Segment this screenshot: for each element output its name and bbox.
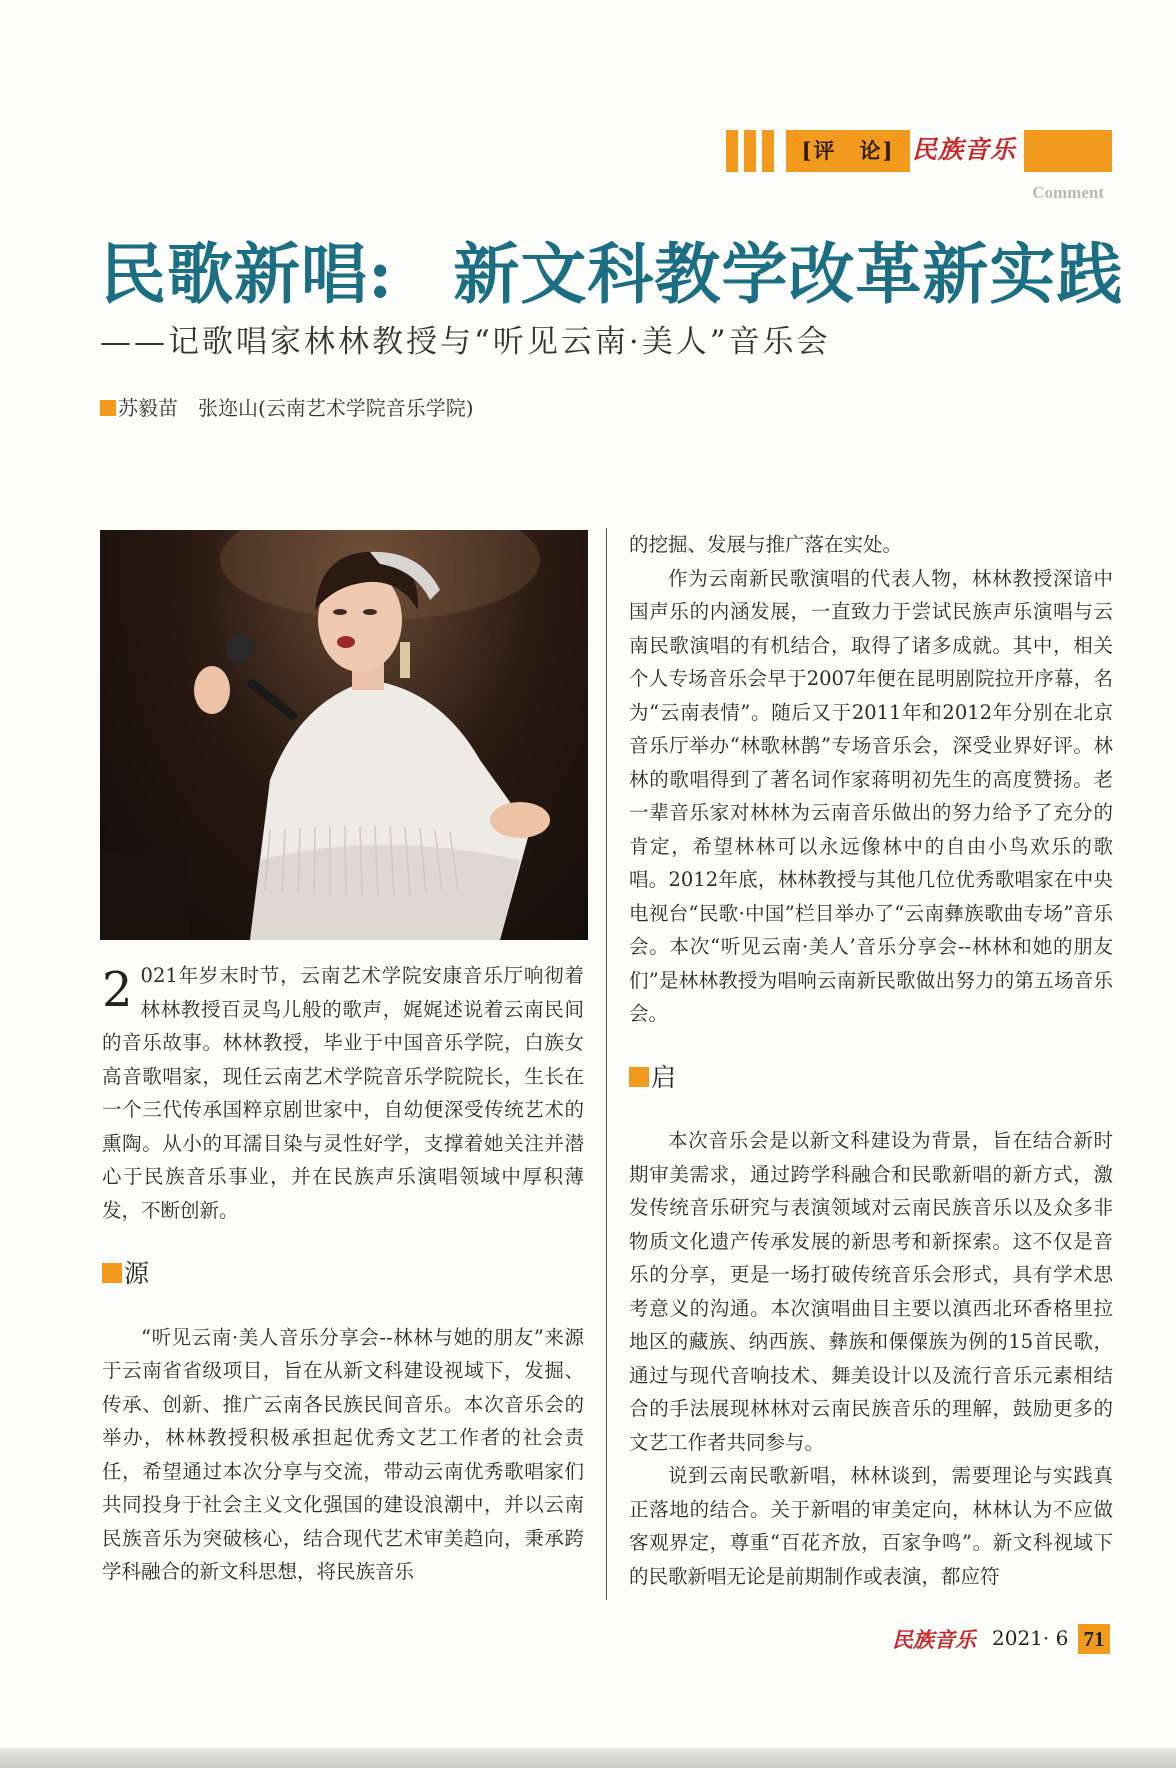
drop-cap: 2	[102, 962, 133, 1018]
authors-line	[100, 392, 474, 421]
performer-photo	[100, 530, 588, 940]
intro-paragraph	[102, 959, 584, 1227]
header-bar-segment-2	[744, 130, 756, 172]
orange-square-icon	[100, 400, 116, 416]
header-bar-segment-1	[726, 130, 738, 172]
article-title	[100, 235, 1124, 313]
section-heading-qi: 启	[629, 1061, 1113, 1095]
header-bar-segment-right	[1024, 130, 1112, 172]
comment-label: Comment	[1032, 183, 1104, 202]
right-column	[629, 528, 1113, 1593]
page-edge-shadow	[0, 1748, 1176, 1768]
footer-magazine-logo: 民族音乐	[892, 1627, 976, 1652]
body-paragraph: 说到云南民歌新唱，林林谈到，需要理论与实践真正落地的结合。关于新唱的审美定向，林林认为不应做客观界定，尊重“百花齐放，百家争鸣”。新文科视域下的民歌新唱无论是前期制作或表演，都应符	[629, 1464, 1113, 1588]
page-number: 71	[1078, 1624, 1110, 1654]
section-tag: [评 论]	[786, 130, 910, 172]
footer-issue: 2021· 6	[992, 1626, 1069, 1650]
article-title-part2: 新文科教学改革新实践	[453, 235, 1124, 313]
intro-text: 021年岁末时节，云南艺术学院安康音乐厅响彻着林林教授百灵鸟儿般的歌声，娓娓述说着云南民间的音乐故事。林林教授，毕业于中国音乐学院，白族女高音歌唱家，现任云南艺术学院音乐学院院长，生长在一个三代传承国粹京剧世家中，自幼便深受传统艺术的熏陶。从小的耳濡目染与灵性好学，支撑着她关注并潜心于民族音乐事业，并在民族声乐演唱领域中厚积薄发，不断创新。	[102, 964, 584, 1222]
orange-square-icon	[629, 1067, 649, 1087]
body-paragraph: 的挖掘、发展与推广落在实处。	[629, 533, 903, 556]
orange-square-icon	[102, 1263, 122, 1283]
magazine-logo: 民族音乐	[912, 135, 1017, 164]
authors-text: 苏毅苗 张迩山(云南艺术学院音乐学院)	[118, 396, 474, 420]
article-subtitle: ——记歌唱家林林教授与“听见云南·美人”音乐会	[100, 324, 831, 360]
article-title-part1: 民歌新唱:	[100, 235, 394, 313]
body-paragraph: 本次音乐会是以新文科建设为背景，旨在结合新时期审美需求，通过跨学科融合和民歌新唱的新方式，激发传统音乐研究与表演领域对云南民族音乐以及众多非物质文化遗产传承发展的新思考和新探索。这不仅是音乐的分享，更是一场打破传统音乐会形式，具有学术思考意义的沟通。本次演唱曲目主要以滇西北环香格里拉地区的藏族、纳西族、彝族和傈僳族为例的15首民歌，通过与现代音响技术、舞美设计以及流行音乐元素相结合的手法展现林林对云南民族音乐的理解，鼓励更多的文艺工作者共同参与。	[629, 1129, 1113, 1454]
performer-illustration	[100, 530, 588, 940]
body-paragraph: 作为云南新民歌演唱的代表人物，林林教授深谙中国声乐的内涵发展，一直致力于尝试民族声乐演唱与云南民歌演唱的有机结合，取得了诸多成就。其中，相关个人专场音乐会早于2007年便在昆明剧院拉开序幕，名为“云南表情”。随后又于2011年和2012年分别在北京音乐厅举办“林歌林鹊”专场音乐会，深受业界好评。林林的歌唱得到了著名词作家蒋明初先生的高度赞扬。老一辈音乐家对林林为云南音乐做出的努力给予了充分的肯定，希望林林可以永远像林中的自由小鸟欢乐的歌唱。2012年底，林林教授与其他几位优秀歌唱家在中央电视台“民歌·中国”栏目举办了“云南彝族歌曲专场”音乐会。本次“听见云南·美人’音乐分享会--林林和她的朋友们”是林林教授为唱响云南新民歌做出努力的第五场音乐会。	[629, 566, 1113, 1025]
left-column	[102, 959, 584, 1589]
column-divider	[606, 528, 607, 1600]
section-heading-yuan: 源	[102, 1257, 584, 1291]
header-bar-segment-3	[762, 130, 774, 172]
body-paragraph: “听见云南·美人音乐分享会--林林与她的朋友”来源于云南省省级项目，旨在从新文科建设视域下，发掘、传承、创新、推广云南各民族民间音乐。本次音乐会的举办，林林教授积极承担起优秀文艺工作者的社会责任，希望通过本次分享与交流，带动云南优秀歌唱家们共同投身于社会主义文化强国的建设浪潮中，并以云南民族音乐为突破核心，结合现代艺术审美趋向，秉承跨学科融合的新文科思想，将民族音乐	[102, 1325, 584, 1583]
